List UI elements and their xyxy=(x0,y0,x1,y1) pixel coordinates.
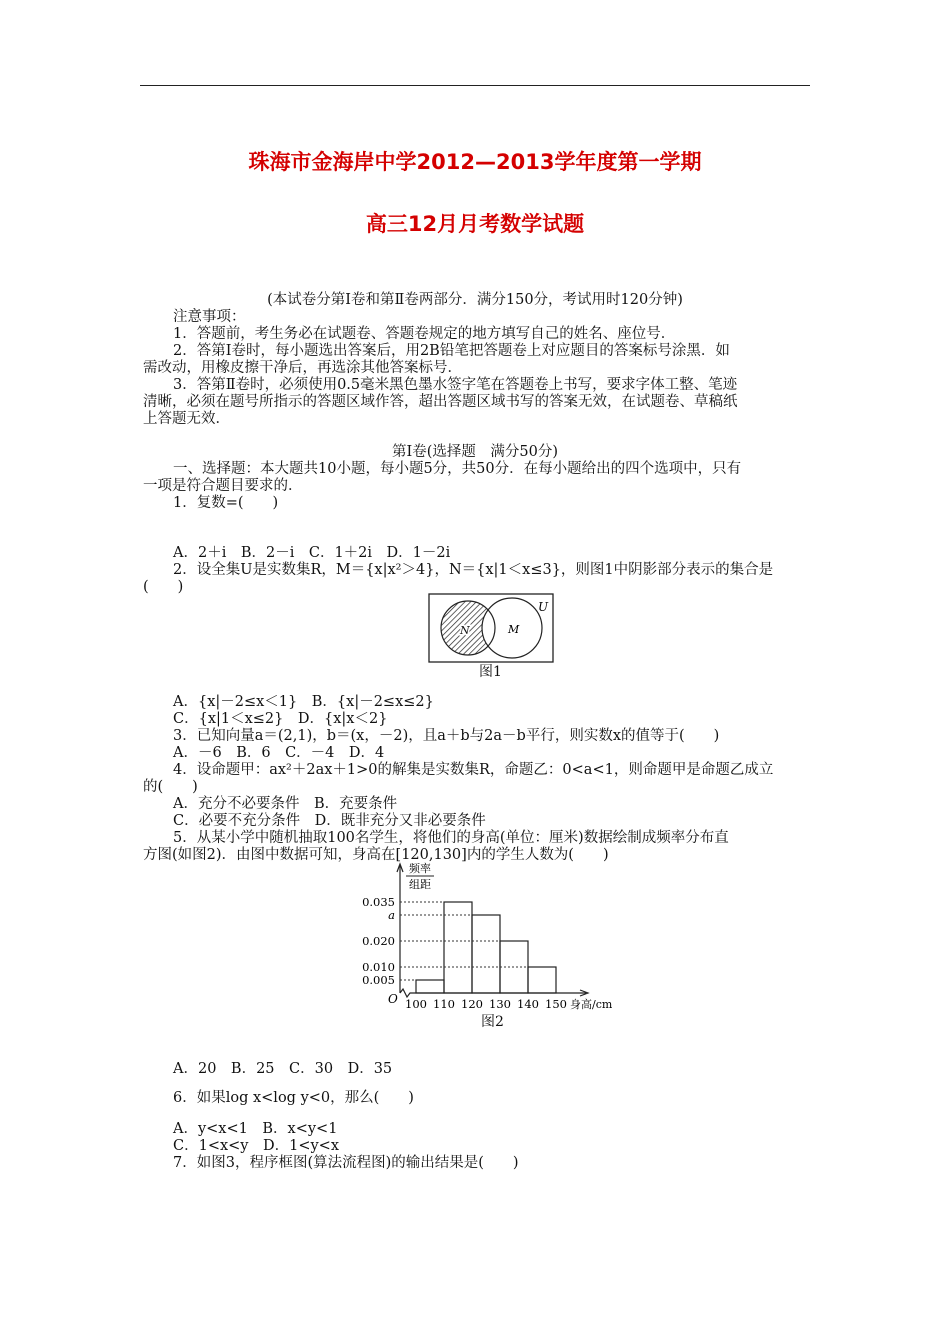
notice-line: 1．答题前，考生务必在试题卷、答题卷规定的地方填写自己的姓名、座位号． xyxy=(173,326,676,342)
origin-label: O xyxy=(388,992,398,1006)
notice-line: 上答题无效． xyxy=(143,411,230,427)
q5-stem: 5．从某小学中随机抽取100名学生，将他们的身高(单位：厘米)数据绘制成频率分布直 xyxy=(173,830,729,846)
q4-options: C．必要不充分条件 D．既非充分又非必要条件 xyxy=(173,813,486,829)
section-desc: 一项是符合题目要求的． xyxy=(143,478,303,494)
x-tick-label: 110 xyxy=(433,997,455,1011)
x-tick-label: 100 xyxy=(405,997,427,1011)
q3-options: A．－6 B．6 C．－4 D．4 xyxy=(173,745,385,761)
figure1-caption: 图1 xyxy=(479,664,502,680)
x-tick-label: 130 xyxy=(489,997,511,1011)
q6-options: C．1<x<y D．1<y<x xyxy=(173,1138,340,1154)
histogram-bar xyxy=(444,902,472,993)
section-desc: 一、选择题：本大题共10小题，每小题5分，共50分．在每小题给出的四个选项中，只有 xyxy=(173,461,742,477)
section-title: 第Ⅰ卷(选择题 满分50分) xyxy=(392,444,558,460)
q2-stem: ( ) xyxy=(143,579,184,595)
y-tick-label: a xyxy=(388,908,395,922)
document-title: 珠海市金海岸中学2012—2013学年度第一学期 xyxy=(248,150,702,174)
q5-stem: 方图(如图2)．由图中数据可知，身高在[120,130]内的学生人数为( ) xyxy=(143,847,609,863)
y-tick-label: 0.035 xyxy=(362,895,395,909)
q2-options: A．{x|－2≤x＜1} B．{x|－2≤x≤2} xyxy=(173,694,434,710)
histogram-bar xyxy=(528,967,556,993)
histogram-bar xyxy=(416,980,444,993)
histogram-bar xyxy=(472,915,500,993)
q4-stem: 的( ) xyxy=(143,779,198,795)
venn-label-n: N xyxy=(460,624,470,637)
venn-label-u: U xyxy=(538,600,549,614)
y-tick-label: 0.005 xyxy=(362,973,395,987)
q4-options: A．充分不必要条件 B．充要条件 xyxy=(173,796,398,812)
venn-diagram xyxy=(428,593,554,663)
q4-stem: 4．设命题甲：ax²＋2ax＋1>0的解集是实数集R，命题乙：0<a<1，则命题甲是命题乙成立 xyxy=(173,762,774,778)
q1-options: A．2＋i B．2－i C．1＋2i D．1－2i xyxy=(173,545,451,561)
y-tick-label: 0.010 xyxy=(362,960,395,974)
q7-stem: 7．如图3，程序框图(算法流程图)的输出结果是( ) xyxy=(173,1155,519,1171)
y-axis-label-bottom: 组距 xyxy=(409,878,431,891)
q1-stem: 1．复数=( ) xyxy=(173,495,279,511)
notice-line: 2．答第Ⅰ卷时，每小题选出答案后，用2B铅笔把答题卷上对应题目的答案标号涂黑．如 xyxy=(173,343,730,359)
notice-line: 需改动，用橡皮擦干净后，再选涂其他答案标号． xyxy=(143,360,462,376)
y-axis-label-top: 频率 xyxy=(409,862,431,875)
x-tick-label: 120 xyxy=(461,997,483,1011)
notice-line: 3．答第Ⅱ卷时，必须使用0.5毫米黑色墨水签字笔在答题卷上书写，要求字体工整、笔迹 xyxy=(173,377,738,393)
x-axis-label: 身高/cm xyxy=(570,998,613,1011)
notice-line: 清晰，必须在题号所指示的答题区域作答，超出答题区域书写的答案无效，在试题卷、草稿纸 xyxy=(143,394,738,410)
figure2-caption: 图2 xyxy=(481,1014,504,1030)
top-rule xyxy=(140,85,810,86)
x-tick-label: 140 xyxy=(517,997,539,1011)
height-histogram xyxy=(350,858,630,1013)
notice-heading: 注意事项： xyxy=(173,309,246,325)
q2-stem: 2．设全集U是实数集R，M＝{x|x²＞4}，N＝{x|1＜x≤3}，则图1中阴影部分表示的集合是 xyxy=(173,562,774,578)
x-tick-label: 150 xyxy=(545,997,567,1011)
document-subtitle: 高三12月月考数学试题 xyxy=(365,212,585,236)
exam-intro: (本试卷分第Ⅰ卷和第Ⅱ卷两部分．满分150分，考试用时120分钟) xyxy=(267,292,683,308)
q6-stem: 6．如果log x<log y<0，那么( ) xyxy=(173,1090,414,1106)
q6-options: A．y<x<1 B．x<y<1 xyxy=(173,1121,338,1137)
q5-options: A．20 B．25 C．30 D．35 xyxy=(173,1061,393,1077)
q2-options: C．{x|1＜x≤2} D．{x|x＜2} xyxy=(173,711,388,727)
venn-label-m: M xyxy=(508,623,520,636)
y-tick-label: 0.020 xyxy=(362,934,395,948)
q3-stem: 3．已知向量a＝(2,1)，b＝(x，－2)，且a＋b与2a－b平行，则实数x的值等于( ) xyxy=(173,728,720,744)
